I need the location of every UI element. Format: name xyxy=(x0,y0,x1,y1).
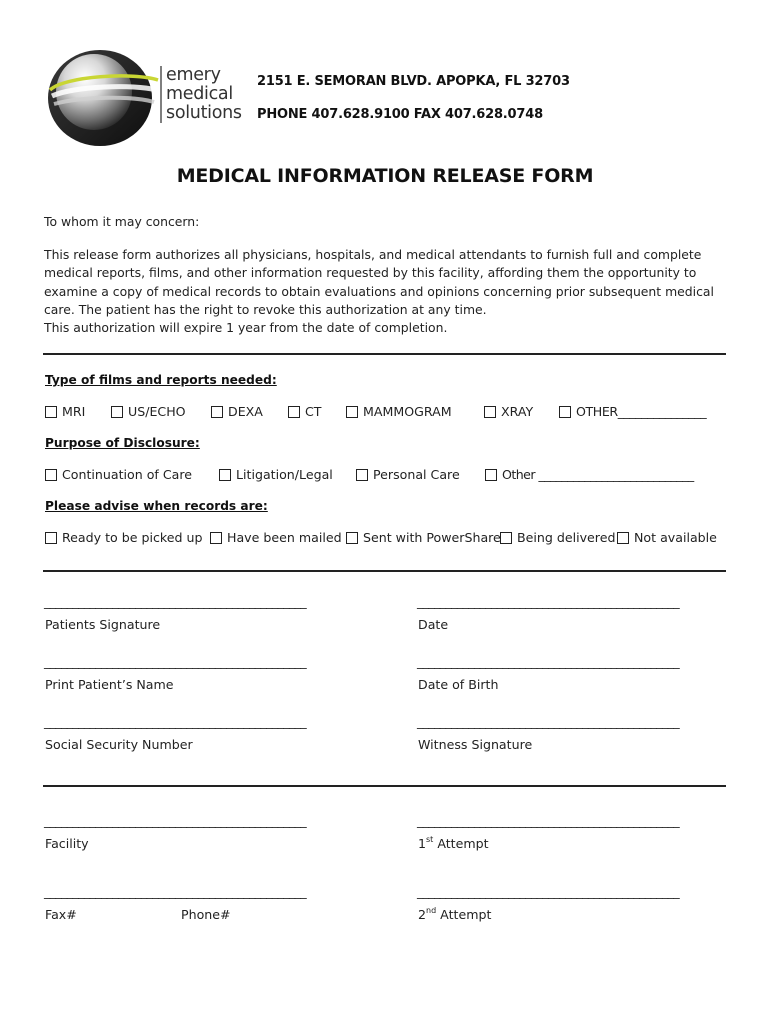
company-logo xyxy=(44,46,244,150)
checkbox-powershare[interactable]: Sent with PowerShare xyxy=(346,530,501,545)
checkbox-icon[interactable] xyxy=(617,532,629,544)
fax-label: Fax# xyxy=(45,907,77,922)
patient-signature-label: Patients Signature xyxy=(45,617,161,632)
checkbox-mammogram[interactable]: MAMMOGRAM xyxy=(346,404,452,419)
address-line: 2151 E. SEMORAN BLVD. APOPKA, FL 32703 xyxy=(257,74,570,89)
checkbox-personal-care[interactable]: Personal Care xyxy=(356,467,460,482)
greeting: To whom it may concern: xyxy=(44,214,200,229)
checkbox-icon[interactable] xyxy=(500,532,512,544)
attempt1-line[interactable]: ______________________________________________ xyxy=(417,813,680,828)
checkbox-dexa[interactable]: DEXA xyxy=(211,404,263,419)
ssn-label: Social Security Number xyxy=(45,737,193,752)
status-heading: Please advise when records are: xyxy=(45,499,268,513)
facility-line[interactable]: ______________________________________________ xyxy=(44,813,307,828)
checkbox-icon[interactable] xyxy=(485,469,497,481)
dob-label: Date of Birth xyxy=(418,677,499,692)
attempt1-label: 1st Attempt xyxy=(418,835,489,851)
witness-label: Witness Signature xyxy=(418,737,533,752)
ssn-line[interactable]: ______________________________________________ xyxy=(44,714,307,729)
logo-wordmark xyxy=(160,66,242,123)
films-heading: Type of films and reports needed: xyxy=(45,373,277,387)
dob-line[interactable]: ______________________________________________ xyxy=(417,654,680,669)
checkbox-not-available[interactable]: Not available xyxy=(617,530,717,545)
checkbox-icon[interactable] xyxy=(346,406,358,418)
checkbox-icon[interactable] xyxy=(45,532,57,544)
contact-line: PHONE 407.628.9100 FAX 407.628.0748 xyxy=(257,107,543,122)
checkbox-mri[interactable]: MRI xyxy=(45,404,85,419)
checkbox-icon[interactable] xyxy=(211,406,223,418)
print-name-line[interactable]: ______________________________________________ xyxy=(44,654,307,669)
logo-line-2: medical xyxy=(166,84,233,104)
divider xyxy=(43,353,726,355)
expiry-note: This authorization will expire 1 year from the date of completion. xyxy=(44,320,448,335)
print-name-label: Print Patient’s Name xyxy=(45,677,174,692)
authorization-paragraph: This release form authorizes all physicians, hospitals, and medical attendants to furnish full and complete medical reports, films, and other information requested by this facility, affording them the opportunity to examine a copy of medical records to obtain evaluations and opinions concerning prior subsequent medical care. The patient has the right to revoke this authorization at any time. xyxy=(44,247,714,318)
checkbox-icon[interactable] xyxy=(484,406,496,418)
checkbox-icon[interactable] xyxy=(288,406,300,418)
patient-signature-line[interactable]: ______________________________________________ xyxy=(44,594,307,609)
attempt2-label: 2nd Attempt xyxy=(418,906,492,922)
fax-phone-line[interactable]: ______________________________________________ xyxy=(44,884,307,899)
date-line[interactable]: ______________________________________________ xyxy=(417,594,680,609)
divider xyxy=(43,570,726,572)
checkbox-other-purpose[interactable]: Other ___________________________ xyxy=(485,467,694,482)
checkbox-icon[interactable] xyxy=(559,406,571,418)
logo-line-3: solutions xyxy=(166,103,242,123)
checkbox-continuation[interactable]: Continuation of Care xyxy=(45,467,192,482)
divider xyxy=(43,785,726,787)
checkbox-icon[interactable] xyxy=(45,469,57,481)
checkbox-xray[interactable]: XRAY xyxy=(484,404,533,419)
checkbox-mailed[interactable]: Have been mailed xyxy=(210,530,342,545)
checkbox-ready[interactable]: Ready to be picked up xyxy=(45,530,202,545)
checkbox-icon[interactable] xyxy=(210,532,222,544)
checkbox-us-echo[interactable]: US/ECHO xyxy=(111,404,186,419)
checkbox-icon[interactable] xyxy=(346,532,358,544)
checkbox-icon[interactable] xyxy=(111,406,123,418)
checkbox-icon[interactable] xyxy=(45,406,57,418)
checkbox-delivered[interactable]: Being delivered xyxy=(500,530,615,545)
checkbox-ct[interactable]: CT xyxy=(288,404,322,419)
witness-line[interactable]: ______________________________________________ xyxy=(417,714,680,729)
checkbox-litigation[interactable]: Litigation/Legal xyxy=(219,467,333,482)
form-title: MEDICAL INFORMATION RELEASE FORM xyxy=(176,165,594,187)
logo-line-1: emery xyxy=(166,65,221,85)
purpose-heading: Purpose of Disclosure: xyxy=(45,436,200,450)
checkbox-icon[interactable] xyxy=(219,469,231,481)
checkbox-icon[interactable] xyxy=(356,469,368,481)
sphere-logo-icon xyxy=(44,46,164,150)
date-label: Date xyxy=(418,617,449,632)
checkbox-other-film[interactable]: OTHER_______________ xyxy=(559,404,706,419)
phone-label: Phone# xyxy=(181,907,231,922)
facility-label: Facility xyxy=(45,836,89,851)
attempt2-line[interactable]: ______________________________________________ xyxy=(417,884,680,899)
